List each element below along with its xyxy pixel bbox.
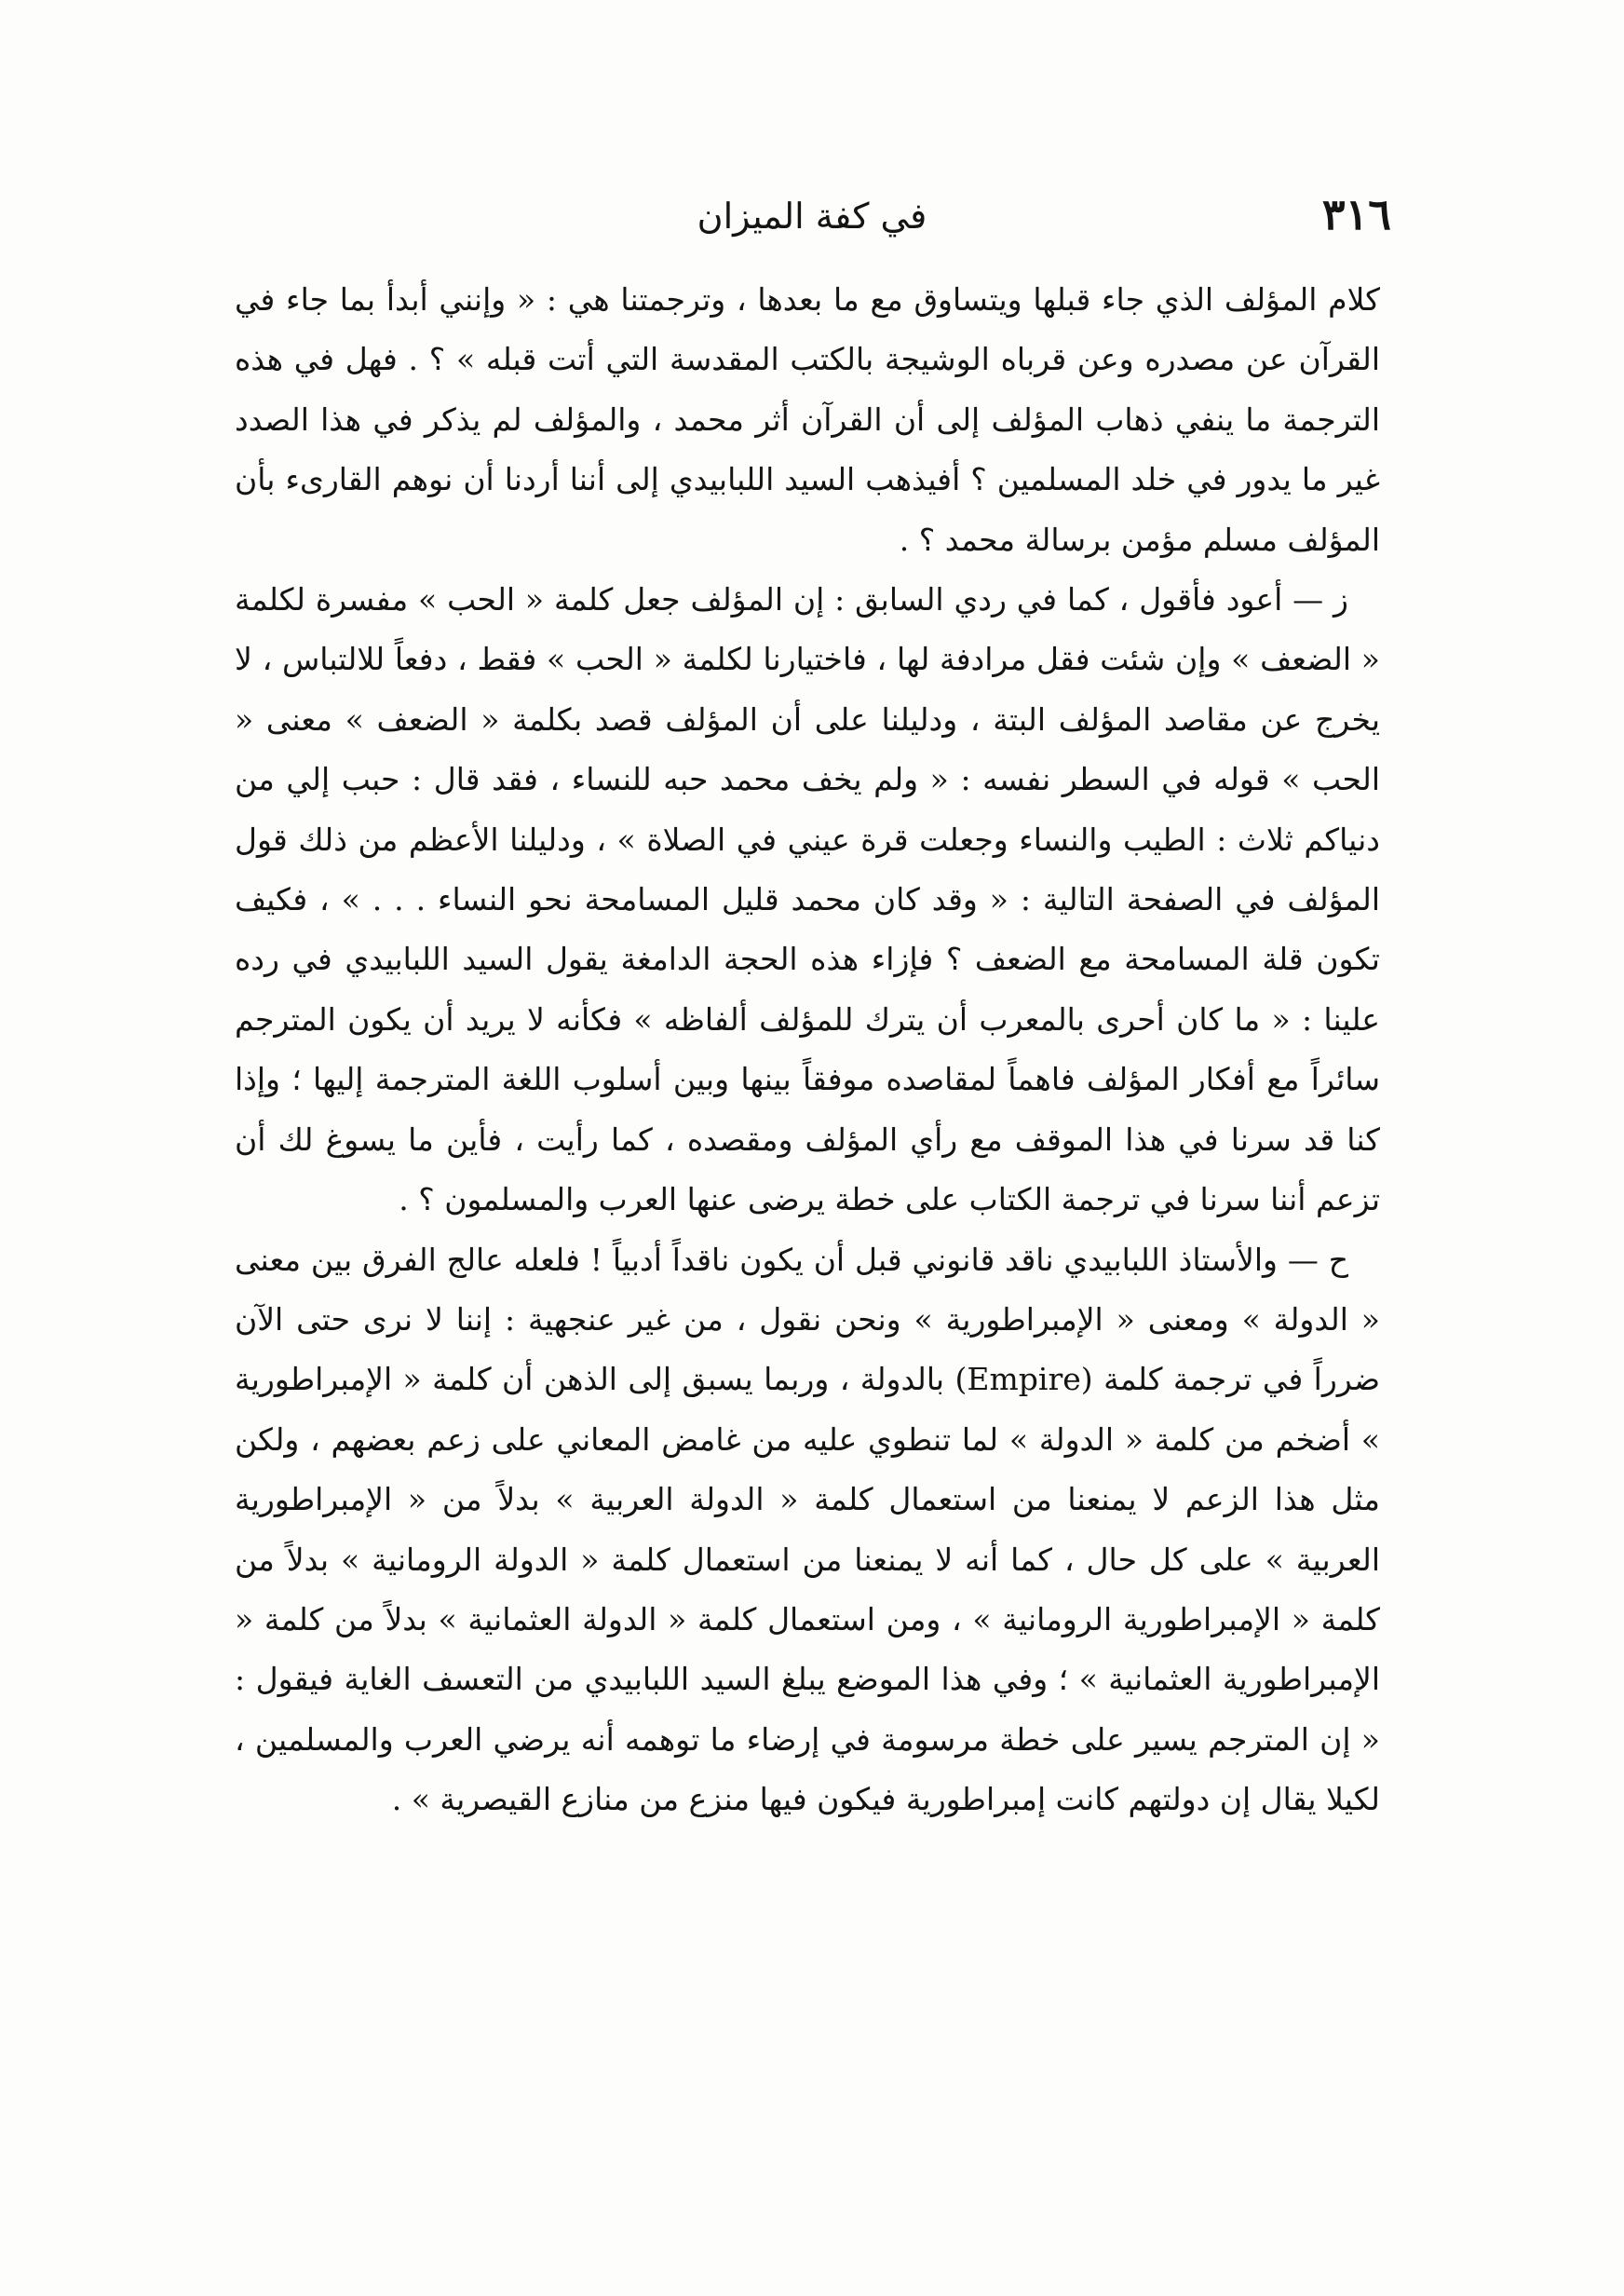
text-line: أسلوب اللغة المترجمة إليها ؛ وإذا كنا قد سرنا في هذا الموقف مع رأي المؤلف ومقصده ، <box>235 1061 1380 1158</box>
text-line: ما توهمه أنه يرضي العرب والمسلمين ، لكيلا يقال إن دولتهم كانت إمبراطورية فيكون <box>235 1720 1380 1818</box>
paragraph-3 <box>235 1230 1380 1830</box>
text-line: زعم بعضهم ، ولكن مثل هذا الزعم لا يمنعنا من استعمال كلمة « الدولة العربية » بدلاً من <box>235 1420 1380 1518</box>
running-title: في كفة الميزان <box>697 196 927 237</box>
text-line: هذا الصدد غير ما يدور في خلد المسلمين ؟ أفيذهب السيد اللبابيدي إلى أننا أردنا أن <box>235 401 1380 498</box>
page-header <box>233 186 1391 251</box>
text-line: مفسرة لكلمة « الضعف » وإن شئت فقل مرادفة لها ، فاختيارنا لكلمة « الحب » فقط ، <box>235 581 1380 678</box>
paragraph-1 <box>235 270 1380 570</box>
text-line: فكأنه لا يريد أن يكون المترجم سائراً مع أفكار المؤلف فاهماً لمقاصده موفقاً بينها وبين <box>235 1000 1380 1098</box>
text-line: « الإمبراطورية العربية » على كل حال ، كما أنه لا يمنعنا من استعمال كلمة « الدولة <box>235 1481 1380 1578</box>
text-line: ودليلنا الأعظم من ذلك قول المؤلف في الصفحة التالية : « وقد كان محمد قليل المسامحة <box>235 821 1380 918</box>
text-line: في القرآن عن مصدره وعن قرباه الوشيجة بالكتب المقدسة التي أتت قبله » ؟ . فهل <box>235 281 1380 378</box>
text-line: نحو النساء . . . » ، فكيف تكون قلة المسامحة مع الضعف ؟ فإزاء هذه الحجة الدامغة <box>235 881 1380 978</box>
text-line: دفعاً للالتباس ، لا يخرج عن مقاصد المؤلف البتة ، ودليلنا على أن المؤلف قصد <box>235 641 1381 738</box>
text-line: ح — والأستاذ اللبابيدي ناقد قانوني قبل أن يكون ناقداً أدبياً ! فلعله عالج <box>446 1241 1348 1278</box>
text-line: فيها منزع من منازع القيصرية » . <box>391 1781 807 1818</box>
text-line: نوهم القارىء بأن المؤلف مسلم مؤمن برسالة محمد ؟ . <box>235 461 1380 558</box>
body-text <box>235 270 1380 1830</box>
text-line: ز — أعود فأقول ، كما في ردي السابق : إن المؤلف جعل كلمة « الحب » <box>418 581 1348 618</box>
text-line: كلمة « الإمبراطورية » أضخم من كلمة « الدولة » لما تنطوي عليه من غامض المعاني على <box>235 1361 1380 1458</box>
text-line: الفرق بين معنى « الدولة » ومعنى « الإمبراطورية » ونحن نقول ، من غير عنجهية : <box>235 1241 1380 1338</box>
text-line: كلام المؤلف الذي جاء قبلها ويتساوق مع ما بعدها ، وترجمتنا هي : « وإنني أبدأ بما جاء <box>286 281 1380 318</box>
text-line: اللبابيدي من التعسف الغاية فيقول : « إن المترجم يسير على خطة مرسومة في إرضاء <box>235 1661 1380 1758</box>
text-line: الرومانية » بدلاً من كلمة « الإمبراطورية الرومانية » ، ومن استعمال كلمة « الدولة <box>235 1541 1380 1637</box>
text-line: إننا لا نرى حتى الآن ضرراً في ترجمة كلمة (Empire) بالدولة ، وربما يسبق إلى الذهن أن <box>235 1300 1380 1398</box>
text-line: بكلمة « الضعف » معنى « الحب » قوله في السطر نفسه : « ولم يخف محمد حبه للنساء ، <box>235 700 1380 798</box>
text-line: كما رأيت ، فأين ما يسوغ لك أن تزعم أننا سرنا في ترجمة الكتاب على خطة يرضى <box>235 1121 1380 1218</box>
text-line: عنها العرب والمسلمون ؟ . <box>399 1181 738 1218</box>
paragraph-2 <box>235 570 1380 1230</box>
text-line: يقول السيد اللبابيدي في رده علينا : « ما كان أحرى بالمعرب أن يترك للمؤلف ألفاظه » <box>235 941 1380 1038</box>
text-line: العثمانية » بدلاً من كلمة « الإمبراطورية العثمانية » ؛ وفي هذا الموضع يبلغ السيد <box>235 1600 1380 1698</box>
page-number: ٣١٦ <box>1321 189 1391 239</box>
text-line: فقد قال : حبب إلي من دنياكم ثلاث : الطيب والنساء وجعلت قرة عيني في الصلاة » ، <box>235 761 1380 858</box>
text-line: في هذه الترجمة ما ينفي ذهاب المؤلف إلى أن القرآن أثر محمد ، والمؤلف لم يذكر في <box>235 341 1380 438</box>
